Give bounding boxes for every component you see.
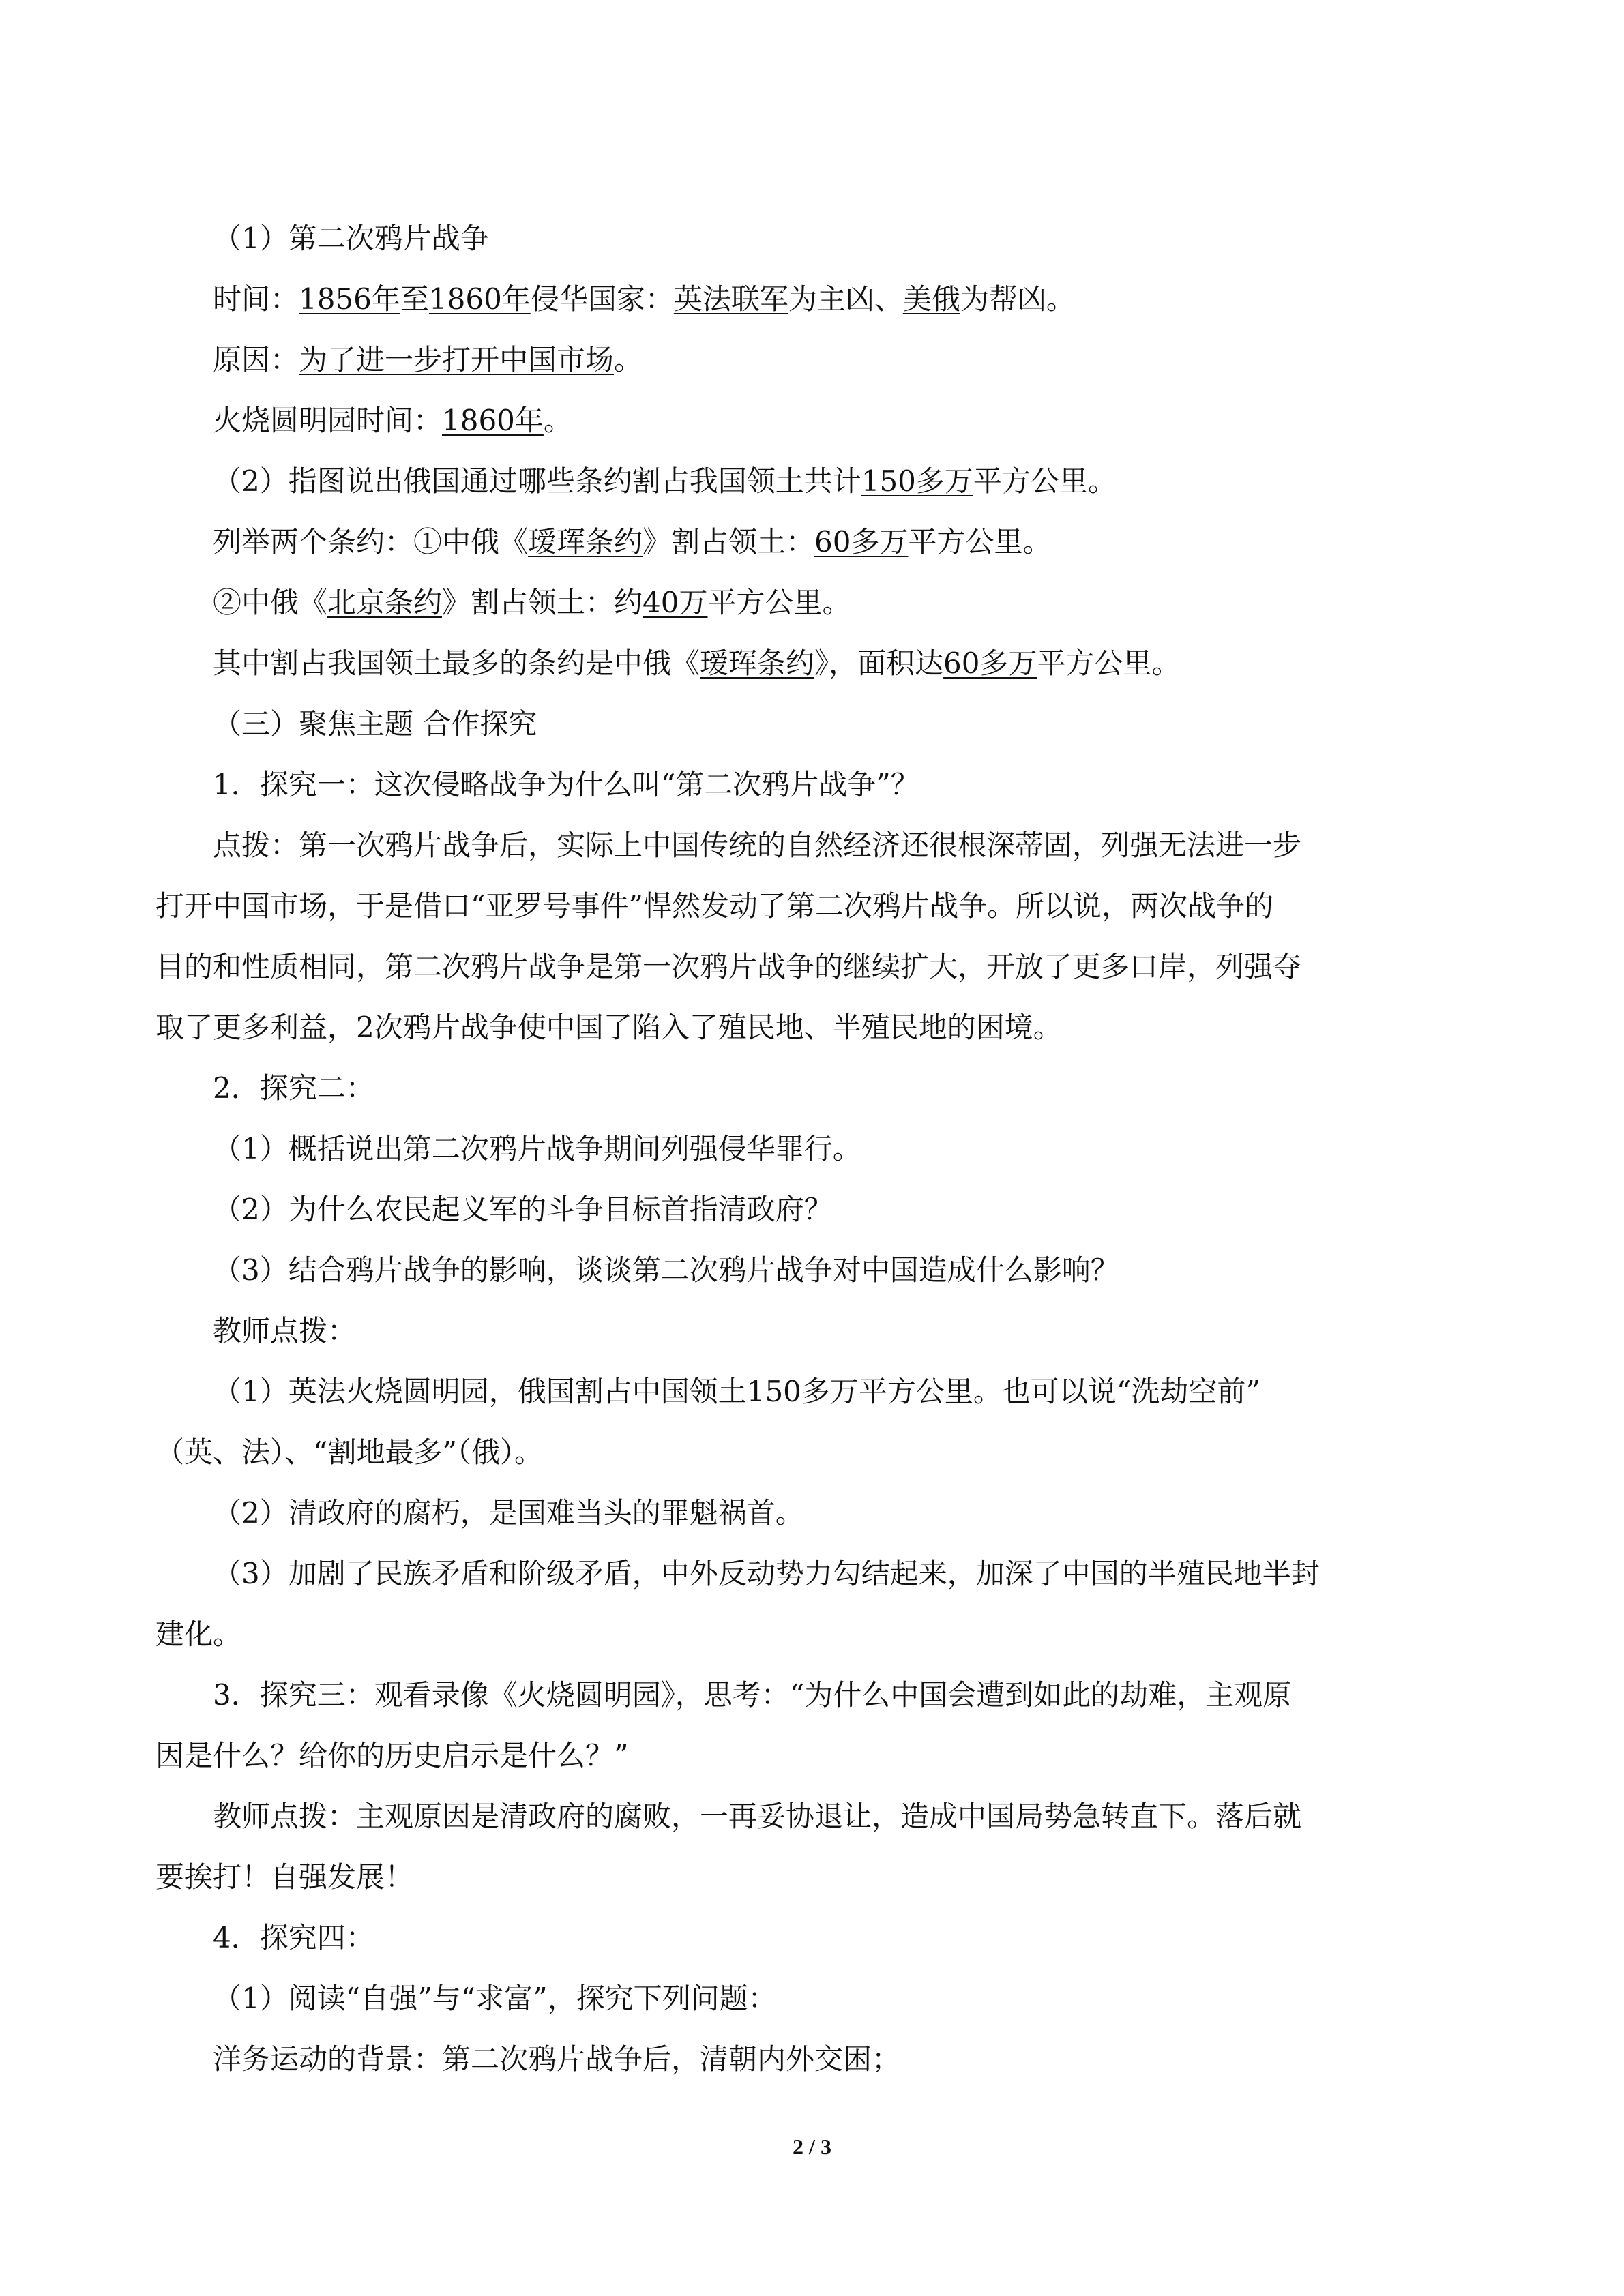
text-segment: 火烧圆明园时间： [213,404,443,437]
text-segment: （三）聚焦主题 合作探究 [213,707,537,741]
text-segment: 为主凶、 [788,282,903,316]
text-line [156,2029,1472,2089]
text-segment: （3）加剧了民族矛盾和阶级矛盾，中外反动势力勾结起来，加深了中国的半殖民地半封 [213,1557,1320,1590]
text-segment: 原因： [213,343,299,376]
text-segment: （1）阅读“自强”与“求富”，探究下列问题： [213,1982,777,2015]
text-segment: 》割占领土：约 [442,586,643,619]
text-line [156,208,1472,269]
text-line [156,815,1472,876]
text-line [156,451,1472,511]
text-segment: 建化。 [156,1617,242,1651]
text-segment: 打开中国市场，于是借口“亚罗号事件”悍然发动了第二次鸦片战争。所以说，两次战争的 [156,889,1273,923]
text-line [156,1543,1472,1604]
underlined-answer: 瑷珲条约 [700,646,815,680]
text-line [156,754,1472,815]
text-line [156,1422,1472,1482]
text-segment: 要挨打！自强发展！ [156,1860,414,1894]
underlined-answer: 北京条约 [327,586,443,619]
underlined-answer: 150多万 [861,464,973,498]
text-line [156,633,1472,694]
text-segment: （2）清政府的腐朽，是国难当头的罪魁祸首。 [213,1496,804,1530]
text-segment: 1．探究一：这次侵略战争为什么叫“第二次鸦片战争”？ [213,768,919,801]
text-segment: （2）指图说出俄国通过哪些条约割占我国领土共计 [213,464,861,498]
text-segment: 教师点拨：主观原因是清政府的腐败，一再妥协退让，造成中国局势急转直下。落后就 [213,1800,1302,1833]
text-segment: 因是什么？给你的历史启示是什么？” [156,1739,629,1772]
text-line [156,936,1472,997]
text-segment: 。 [543,404,572,437]
document-body [156,208,1472,2089]
text-line [156,1482,1472,1543]
text-line [156,1907,1472,1968]
text-segment: 取了更多利益，2次鸦片战争使中国了陷入了殖民地、半殖民地的困境。 [156,1011,1062,1044]
underlined-answer: 英法联军 [673,282,788,316]
underlined-answer: 1856年 [299,282,400,316]
text-line [156,269,1472,329]
underlined-answer: 60多万 [943,646,1037,680]
text-segment: 列举两个条约：①中俄《 [213,525,529,558]
underlined-answer: 瑷珲条约 [528,525,643,558]
text-line [156,1058,1472,1118]
text-line [156,876,1472,936]
text-segment: 平方公里。 [707,586,851,619]
text-line [156,1665,1472,1725]
text-line [156,1179,1472,1240]
underlined-answer: 美俄 [902,282,960,316]
text-segment: 平方公里。 [1037,646,1181,680]
text-line [156,1604,1472,1665]
text-segment: （1）英法火烧圆明园，俄国割占中国领土150多万平方公里。也可以说“洗劫空前” [213,1375,1260,1408]
underlined-answer: 1860年 [428,282,531,316]
underlined-answer: 40万 [643,586,708,619]
text-segment: 点拨：第一次鸦片战争后，实际上中国传统的自然经济还很根深蒂固，列强无法进一步 [213,829,1302,862]
text-segment: 》割占领土： [643,525,815,558]
text-segment: （1）第二次鸦片战争 [213,222,489,255]
text-segment: 教师点拨： [213,1314,357,1347]
text-segment: 平方公里。 [973,464,1117,498]
text-segment: 时间： [213,282,299,316]
underlined-answer: 1860年 [442,404,544,437]
text-segment: （2）为什么农民起义军的斗争目标首指清政府？ [213,1193,833,1226]
page-number: 2 / 3 [793,2134,831,2159]
text-segment: 4．探究四： [213,1921,374,1954]
text-line [156,997,1472,1058]
text-segment: 洋务运动的背景：第二次鸦片战争后，清朝内外交困； [213,2042,901,2076]
text-line [156,1118,1472,1179]
text-segment: 3．探究三：观看录像《火烧圆明园》，思考：“为什么中国会遭到如此的劫难，主观原 [213,1678,1292,1712]
text-segment: （1）概括说出第二次鸦片战争期间列强侵华罪行。 [213,1132,861,1165]
text-segment: （3）结合鸦片战争的影响，谈谈第二次鸦片战争对中国造成什么影响？ [213,1253,1119,1287]
text-line [156,1847,1472,1907]
text-line [156,1300,1472,1361]
text-line [156,694,1472,754]
underlined-answer: 为了进一步打开中国市场 [299,343,615,376]
text-segment: 2．探究二： [213,1071,374,1105]
text-line [156,1361,1472,1422]
text-line [156,1725,1472,1786]
text-line [156,511,1472,572]
text-segment: 为帮凶。 [960,282,1075,316]
underlined-answer: 60多万 [814,525,909,558]
text-segment: 平方公里。 [908,525,1052,558]
text-line [156,390,1472,451]
text-line [156,572,1472,633]
text-segment: ②中俄《 [213,586,328,619]
text-segment: 。 [614,343,643,376]
text-line [156,329,1472,390]
text-line [156,1786,1472,1847]
text-segment: （英、法）、“割地最多”（俄）。 [156,1435,543,1469]
text-segment: 至 [400,282,429,316]
text-line [156,1240,1472,1300]
text-segment: 目的和性质相同，第二次鸦片战争是第一次鸦片战争的继续扩大，开放了更多口岸，列强夺 [156,950,1302,983]
text-line [156,1968,1472,2029]
text-segment: 侵华国家： [530,282,674,316]
text-segment: 》，面积达 [814,646,944,680]
text-segment: 其中割占我国领土最多的条约是中俄《 [213,646,700,680]
